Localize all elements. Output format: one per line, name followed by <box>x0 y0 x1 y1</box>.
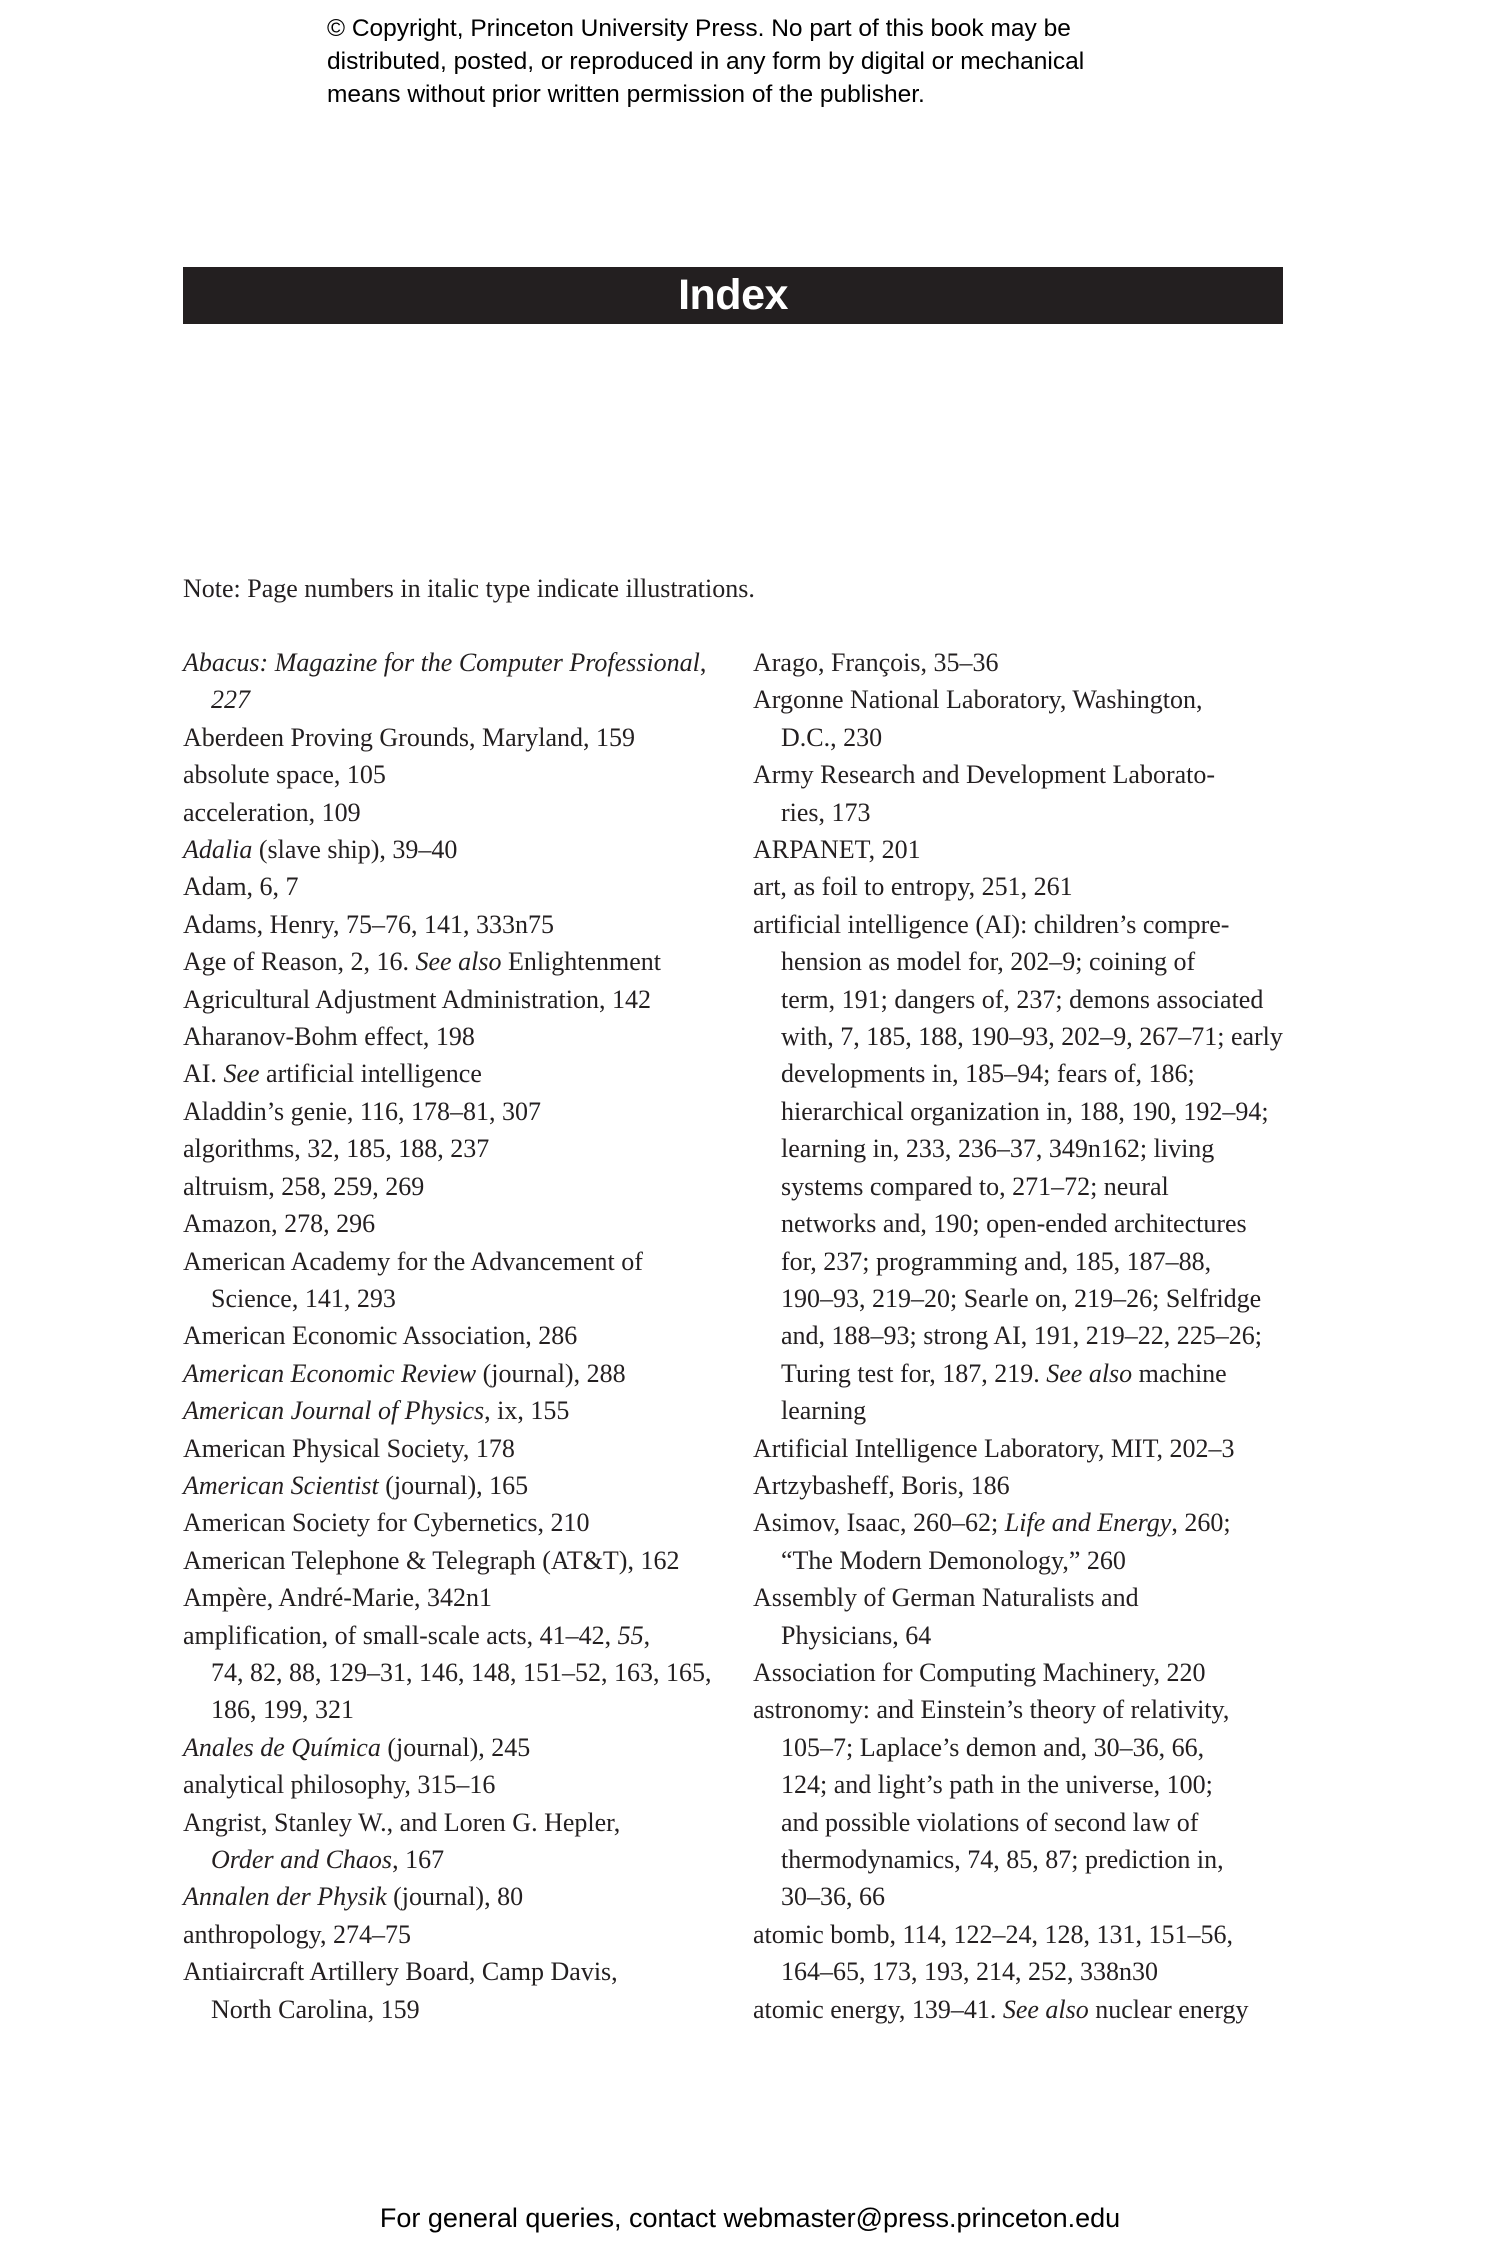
index-entry <box>183 1467 743 1504</box>
italic-text: American Economic Review <box>183 1358 477 1388</box>
index-entry-line <box>183 1392 743 1429</box>
index-entry <box>753 1991 1313 2028</box>
index-entry-line <box>183 1916 743 1953</box>
entry-text: and, 188–93; strong AI, 191, 219–22, 225–26; <box>781 1321 1262 1351</box>
index-entry-continuation <box>183 1691 743 1728</box>
entry-text: systems compared to, 271–72; neural <box>781 1171 1169 1201</box>
index-entry-continuation <box>753 719 1313 756</box>
index-entry <box>183 1168 743 1205</box>
entry-text: algorithms, 32, 185, 188, 237 <box>183 1134 490 1164</box>
entry-text: 105–7; Laplace’s demon and, 30–36, 66, <box>781 1732 1205 1762</box>
index-entry-line <box>753 1467 1313 1504</box>
index-entry-line <box>183 794 743 831</box>
index-entry-line <box>183 831 743 868</box>
entry-text: , <box>643 1620 651 1650</box>
index-entry <box>183 868 743 905</box>
index-entry <box>183 1430 743 1467</box>
index-title-bar <box>183 267 1283 324</box>
index-entry <box>183 1392 743 1429</box>
entry-text: acceleration, 109 <box>183 797 361 827</box>
entry-text: , ix, 155 <box>484 1396 570 1426</box>
index-entry-continuation <box>753 1168 1313 1205</box>
entry-text: hierarchical organization in, 188, 190, 192–94; <box>781 1096 1269 1126</box>
entry-text: Aharanov-Bohm effect, 198 <box>183 1022 475 1052</box>
index-entry <box>753 868 1313 905</box>
index-entry-continuation <box>183 1280 743 1317</box>
index-entry <box>753 1467 1313 1504</box>
index-entry-line <box>183 1430 743 1467</box>
index-entry-continuation <box>753 943 1313 980</box>
entry-text: Adam, 6, 7 <box>183 872 299 902</box>
entry-text: developments in, 185–94; fears of, 186; <box>781 1059 1195 1089</box>
index-entry-line <box>753 1504 1313 1541</box>
entry-text: North Carolina, 159 <box>211 1994 420 2024</box>
entry-text: thermodynamics, 74, 85, 87; prediction in, <box>781 1845 1224 1874</box>
entry-text: American Telephone & Telegraph (AT&T), 162 <box>183 1545 680 1575</box>
index-entry <box>183 644 743 719</box>
italic-text: Life and Energy <box>1004 1508 1172 1538</box>
index-entry-continuation <box>753 1392 1313 1429</box>
index-entry-continuation <box>753 1130 1313 1167</box>
entry-text: amplification, of small-scale acts, 41–42, <box>183 1620 618 1650</box>
italic-text: 227 <box>211 685 250 715</box>
entry-text: Artzybasheff, Boris, 186 <box>753 1470 1010 1500</box>
entry-text: ARPANET, 201 <box>753 835 921 865</box>
index-entry-continuation <box>753 1729 1313 1766</box>
entry-text: 164–65, 173, 193, 214, 252, 338n30 <box>781 1957 1158 1987</box>
index-entry <box>183 1804 743 1879</box>
entry-text: 190–93, 219–20; Searle on, 219–26; Selfridge <box>781 1283 1262 1313</box>
index-entry-line <box>753 1654 1313 1691</box>
entry-text: with, 7, 185, 188, 190–93, 202–9, 267–71; early <box>781 1022 1283 1052</box>
index-entry <box>183 1766 743 1803</box>
entry-text: 124; and light’s path in the universe, 100; <box>781 1770 1213 1800</box>
entry-text: Aberdeen Proving Grounds, Maryland, 159 <box>183 722 636 752</box>
index-entry <box>753 1916 1313 1991</box>
index-entry <box>183 1355 743 1392</box>
index-entry-continuation <box>753 1018 1313 1055</box>
italic-text: Annalen der Physik <box>183 1882 387 1912</box>
entry-text: Enlightenment <box>501 947 662 977</box>
index-entry-line <box>183 756 743 793</box>
italic-text: Order and Chaos <box>211 1845 393 1874</box>
entry-text: for, 237; programming and, 185, 187–88, <box>781 1246 1212 1276</box>
index-entry <box>183 794 743 831</box>
italic-text: See also <box>1002 1994 1089 2024</box>
index-entry-continuation <box>753 1243 1313 1280</box>
entry-text: Argonne National Laboratory, Washington, <box>753 685 1203 715</box>
index-entry-continuation <box>183 681 743 718</box>
entry-text: 74, 82, 88, 129–31, 146, 148, 151–52, 163, 165, <box>211 1657 712 1687</box>
index-entry-line <box>183 719 743 756</box>
copyright-line: © Copyright, Princeton University Press. No part of this book may be <box>327 15 1071 42</box>
index-entry-line <box>753 681 1313 718</box>
index-entry-line <box>183 1243 743 1280</box>
index-entry-line <box>183 1878 743 1915</box>
copyright-line: distributed, posted, or reproduced in any form by digital or mechanical <box>327 48 1085 75</box>
index-entry <box>183 1579 743 1616</box>
index-entry <box>183 1916 743 1953</box>
index-entry-continuation <box>753 1205 1313 1242</box>
index-entry-line <box>183 943 743 980</box>
index-entry-line <box>183 644 743 681</box>
entry-text: machine <box>1132 1358 1227 1388</box>
entry-text: (journal), 245 <box>380 1732 531 1762</box>
entry-text: Army Research and Development Laborato- <box>753 760 1216 790</box>
index-column-left <box>183 644 743 2028</box>
index-entry <box>183 1130 743 1167</box>
entry-text: Agricultural Adjustment Administration, 142 <box>183 984 651 1014</box>
italic-text: American Scientist <box>183 1470 379 1500</box>
index-entry <box>183 981 743 1018</box>
index-entry <box>753 1504 1313 1579</box>
entry-text: altruism, 258, 259, 269 <box>183 1171 425 1201</box>
index-entry-line <box>753 756 1313 793</box>
entry-text: art, as foil to entropy, 251, 261 <box>753 872 1073 902</box>
index-note: Note: Page numbers in italic type indicate illustrations. <box>183 574 755 603</box>
entry-text: “The Modern Demonology,” 260 <box>781 1545 1126 1575</box>
entry-text: (slave ship), 39–40 <box>252 835 458 865</box>
index-entry <box>183 943 743 980</box>
entry-text: ries, 173 <box>781 797 871 827</box>
entry-text: Antiaircraft Artillery Board, Camp Davis, <box>183 1957 618 1987</box>
entry-text: atomic bomb, 114, 122–24, 128, 131, 151–56, <box>753 1919 1234 1949</box>
index-entry-line <box>183 1542 743 1579</box>
entry-text: artificial intelligence (AI): children’s compre- <box>753 909 1230 939</box>
index-entry-continuation <box>183 1654 743 1691</box>
index-entry-line <box>183 1355 743 1392</box>
index-entry-line <box>183 906 743 943</box>
entry-text: Aladdin’s genie, 116, 178–81, 307 <box>183 1096 541 1126</box>
index-entry <box>183 1504 743 1541</box>
index-entry-continuation <box>753 1093 1313 1130</box>
index-entry-continuation <box>753 1280 1313 1317</box>
index-entry <box>183 1018 743 1055</box>
index-entry-line <box>183 1617 743 1654</box>
entry-text: astronomy: and Einstein’s theory of relativity, <box>753 1695 1230 1725</box>
index-entry <box>183 1243 743 1318</box>
entry-text: nuclear energy <box>1088 1994 1249 2024</box>
index-entry-line <box>183 1504 743 1541</box>
entry-text: , 167 <box>392 1845 445 1874</box>
index-entry-continuation <box>753 1804 1313 1841</box>
entry-text: term, 191; dangers of, 237; demons associated <box>781 984 1264 1014</box>
index-entry <box>183 831 743 868</box>
entry-text: Age of Reason, 2, 16. <box>183 947 416 977</box>
index-entry <box>753 831 1313 868</box>
index-entry-line <box>183 1205 743 1242</box>
italic-text: See also <box>1046 1358 1133 1388</box>
index-entry <box>183 1878 743 1915</box>
index-entry-line <box>183 1579 743 1616</box>
italic-text: Abacus: Magazine for the Computer Professional <box>183 648 700 677</box>
entry-text: (journal), 80 <box>386 1882 524 1912</box>
index-entry-line <box>183 1953 743 1990</box>
index-entry-line <box>183 1729 743 1766</box>
index-entry-line <box>753 831 1313 868</box>
entry-text: Adams, Henry, 75–76, 141, 333n75 <box>183 909 554 939</box>
entry-text: Turing test for, 187, 219. <box>781 1358 1047 1388</box>
index-entry-line <box>753 1991 1313 2028</box>
entry-text: atomic energy, 139–41. <box>753 1994 1003 2024</box>
index-entry <box>753 756 1313 831</box>
entry-text: 186, 199, 321 <box>211 1695 354 1725</box>
entry-text: Angrist, Stanley W., and Loren G. Hepler, <box>183 1807 621 1837</box>
entry-text: AI. <box>183 1059 224 1089</box>
index-entry <box>753 644 1313 681</box>
index-entry-line <box>753 1691 1313 1728</box>
entry-text: (journal), 165 <box>378 1470 529 1500</box>
entry-text: analytical philosophy, 315–16 <box>183 1770 496 1800</box>
index-entry <box>753 1654 1313 1691</box>
index-entry-continuation <box>753 1878 1313 1915</box>
index-entry-continuation <box>753 1055 1313 1092</box>
index-entry-line <box>183 1467 743 1504</box>
index-entry-continuation <box>753 1542 1313 1579</box>
entry-text: hension as model for, 202–9; coining of <box>781 947 1196 977</box>
entry-text: Arago, François, 35–36 <box>753 648 999 677</box>
entry-text: , <box>699 648 707 677</box>
index-entry-line <box>753 1916 1313 1953</box>
copyright-line: means without prior written permission of the publisher. <box>327 81 925 108</box>
index-entry-continuation <box>753 981 1313 1018</box>
index-entry-line <box>753 1430 1313 1467</box>
italic-text: Adalia <box>183 835 253 865</box>
index-entry-line <box>753 1579 1313 1616</box>
index-entry-line <box>183 1093 743 1130</box>
entry-text: D.C., 230 <box>781 722 883 752</box>
entry-text: (journal), 288 <box>476 1358 626 1388</box>
entry-text: Science, 141, 293 <box>211 1283 396 1313</box>
index-entry <box>183 1953 743 2028</box>
index-entry <box>183 1542 743 1579</box>
index-entry-line <box>183 1766 743 1803</box>
entry-text: Amazon, 278, 296 <box>183 1209 376 1239</box>
index-entry <box>753 681 1313 756</box>
index-entry-continuation <box>753 1766 1313 1803</box>
index-entry <box>183 1205 743 1242</box>
entry-text: learning <box>781 1396 867 1426</box>
index-entry <box>753 906 1313 1430</box>
index-entry-line <box>183 1055 743 1092</box>
index-entry <box>183 1617 743 1729</box>
entry-text: Assembly of German Naturalists and <box>753 1583 1139 1613</box>
index-entry <box>753 1579 1313 1654</box>
index-entry <box>183 756 743 793</box>
index-entry <box>183 1055 743 1092</box>
index-entry-continuation <box>183 1991 743 2028</box>
index-entry <box>183 1093 743 1130</box>
italic-text: American Journal of Physics <box>183 1396 485 1426</box>
index-entry-continuation <box>753 1841 1313 1878</box>
italic-text: 55 <box>617 1620 644 1650</box>
entry-text: , 260; <box>1171 1508 1231 1538</box>
index-entry-line <box>753 644 1313 681</box>
entry-text: and possible violations of second law of <box>781 1807 1199 1837</box>
entry-text: Ampère, André-Marie, 342n1 <box>183 1583 493 1613</box>
entry-text: American Physical Society, 178 <box>183 1433 515 1463</box>
entry-text: American Society for Cybernetics, 210 <box>183 1508 590 1538</box>
italic-text: See <box>223 1059 260 1089</box>
index-entry <box>753 1691 1313 1915</box>
index-entry <box>183 906 743 943</box>
entry-text: networks and, 190; open-ended architectures <box>781 1209 1247 1239</box>
index-entry-line <box>183 1804 743 1841</box>
index-entry-line <box>183 1317 743 1354</box>
entry-text: American Academy for the Advancement of <box>183 1246 643 1276</box>
index-entry-line <box>183 868 743 905</box>
index-entry-continuation <box>753 1953 1313 1990</box>
entry-text: Physicians, 64 <box>781 1620 932 1650</box>
entry-text: Association for Computing Machinery, 220 <box>753 1657 1206 1687</box>
index-entry-continuation <box>753 1355 1313 1392</box>
index-entry-continuation <box>753 794 1313 831</box>
index-entry-continuation <box>753 1617 1313 1654</box>
entry-text: artificial intelligence <box>259 1059 482 1089</box>
index-entry-continuation <box>183 1841 743 1878</box>
copyright-notice <box>327 12 1227 111</box>
index-entry <box>753 1430 1313 1467</box>
index-entry-line <box>183 1018 743 1055</box>
entry-text: absolute space, 105 <box>183 760 386 790</box>
entry-text: Asimov, Isaac, 260–62; <box>753 1508 1005 1538</box>
index-entry <box>183 719 743 756</box>
index-entry <box>183 1317 743 1354</box>
italic-text: See also <box>415 947 502 977</box>
index-entry-continuation <box>753 1317 1313 1354</box>
entry-text: Artificial Intelligence Laboratory, MIT, 202–3 <box>753 1433 1235 1463</box>
entry-text: American Economic Association, 286 <box>183 1321 578 1351</box>
entry-text: 30–36, 66 <box>781 1882 885 1912</box>
index-entry-line <box>753 868 1313 905</box>
entry-text: anthropology, 274–75 <box>183 1919 411 1949</box>
index-entry-line <box>183 981 743 1018</box>
page-title: Index <box>678 271 788 319</box>
index-entry-line <box>183 1130 743 1167</box>
index-entry-line <box>753 906 1313 943</box>
italic-text: Anales de Química <box>183 1732 381 1762</box>
index-entry <box>183 1729 743 1766</box>
footer-contact: For general queries, contact webmaster@press.princeton.edu <box>379 2203 1121 2233</box>
index-entry-line <box>183 1168 743 1205</box>
entry-text: learning in, 233, 236–37, 349n162; living <box>781 1134 1215 1164</box>
index-column-right <box>753 644 1313 2028</box>
